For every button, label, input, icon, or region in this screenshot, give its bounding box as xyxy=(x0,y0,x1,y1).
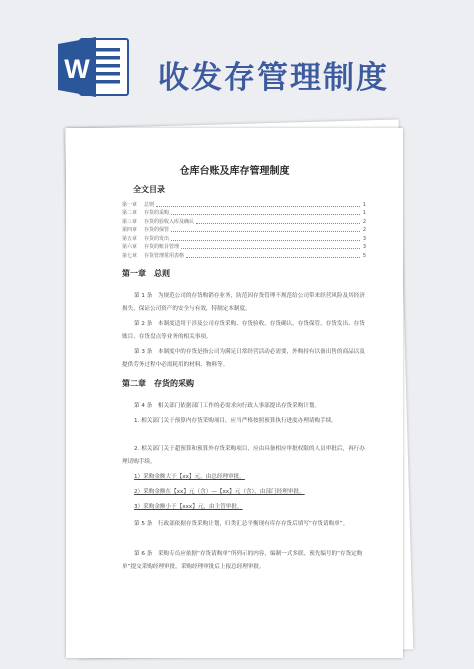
table-of-contents xyxy=(122,199,366,259)
paragraph-article-3: 第 3 条 本制度中的存货是指公司为满足日常经营活动必需要，外购持有以备出售的商品以及提供劳务过程中必需耗用的材料、物料等。 xyxy=(122,349,365,368)
banner-title: 收发存管理制度 xyxy=(158,60,389,96)
chapter-1-heading: 第一章 总则 xyxy=(122,269,170,278)
paragraph-article-4: 第 4 条 相关部门依据部门工作的必需求向行政人事部提出存货采购计划。 xyxy=(134,403,321,409)
toc-heading: 全文目录 xyxy=(133,185,165,194)
document-page xyxy=(66,128,403,658)
paragraph-article-1: 第 1 条 为规范公司的存货购销存业务，防范因存货管理不规范给公司带来经营风险及其经济损失，保证公司资产的安全与有效，特制定本制度。 xyxy=(122,293,365,312)
toc-entry[interactable]: 第二章 存货的采购 1 xyxy=(122,210,366,216)
toc-entry[interactable]: 第六章 存货的账目管理 3 xyxy=(122,244,366,250)
paragraph-approval-3: 3）采购金额小于【xxx】元，由主管审批。 xyxy=(134,504,243,510)
toc-entry[interactable]: 第五章 存货的发出 3 xyxy=(122,235,366,242)
banner xyxy=(0,0,474,110)
paragraph-article-5: 第 5 条 行政部依据存货采购计划，归类汇总平衡现有库存存货后填写“存货请购单”。 xyxy=(134,521,349,527)
chapter-2-heading: 第二章 存货的采购 xyxy=(122,379,194,388)
toc-entry[interactable]: 第七章 存货管理常用表格 5 xyxy=(122,252,366,259)
toc-entry[interactable]: 第四章 存货的保管 2 xyxy=(122,227,366,233)
word-document-icon xyxy=(58,36,130,98)
logo-letter: W xyxy=(64,54,90,84)
paragraph-approval-2: 2）采购金额在【xx】元（含）—【xx】元（含），由部门经理审批。 xyxy=(134,489,305,495)
document-title: 仓库台账及库存管理制度 xyxy=(179,166,290,177)
paragraph-article-6: 第 6 条 采购专员应依据“存货请购单”所列示的内容，编制一式多联、预先编号的“存货定购单”提交采购经理审批。采购经理审批后上报总经理审批。 xyxy=(122,551,363,570)
paragraph-item-1: 1. 相关部门关于预算内存货采购项目，应当严格按照预算执行进度办理请购手续。 xyxy=(134,418,337,424)
toc-entry[interactable]: 第三章 存货的验收入库及确认 2 xyxy=(122,218,366,225)
paragraph-article-2: 第 2 条 本制度适用于涉及公司存货采购、存货验收、存货确认、存货保管、存货发出、存货账目、存货盘点等业务的相关事项。 xyxy=(122,321,365,340)
paragraph-item-2: 2. 相关部门关于超预算和预算外存货采购项目，应由具备相应审批权限的人员审批后，再行办理请购手续。 xyxy=(122,446,365,465)
toc-entry[interactable]: 第一章 总则 1 xyxy=(122,201,366,208)
paragraph-approval-1: 1）采购金额大于【xx】元，由总经理审批。 xyxy=(134,474,245,480)
